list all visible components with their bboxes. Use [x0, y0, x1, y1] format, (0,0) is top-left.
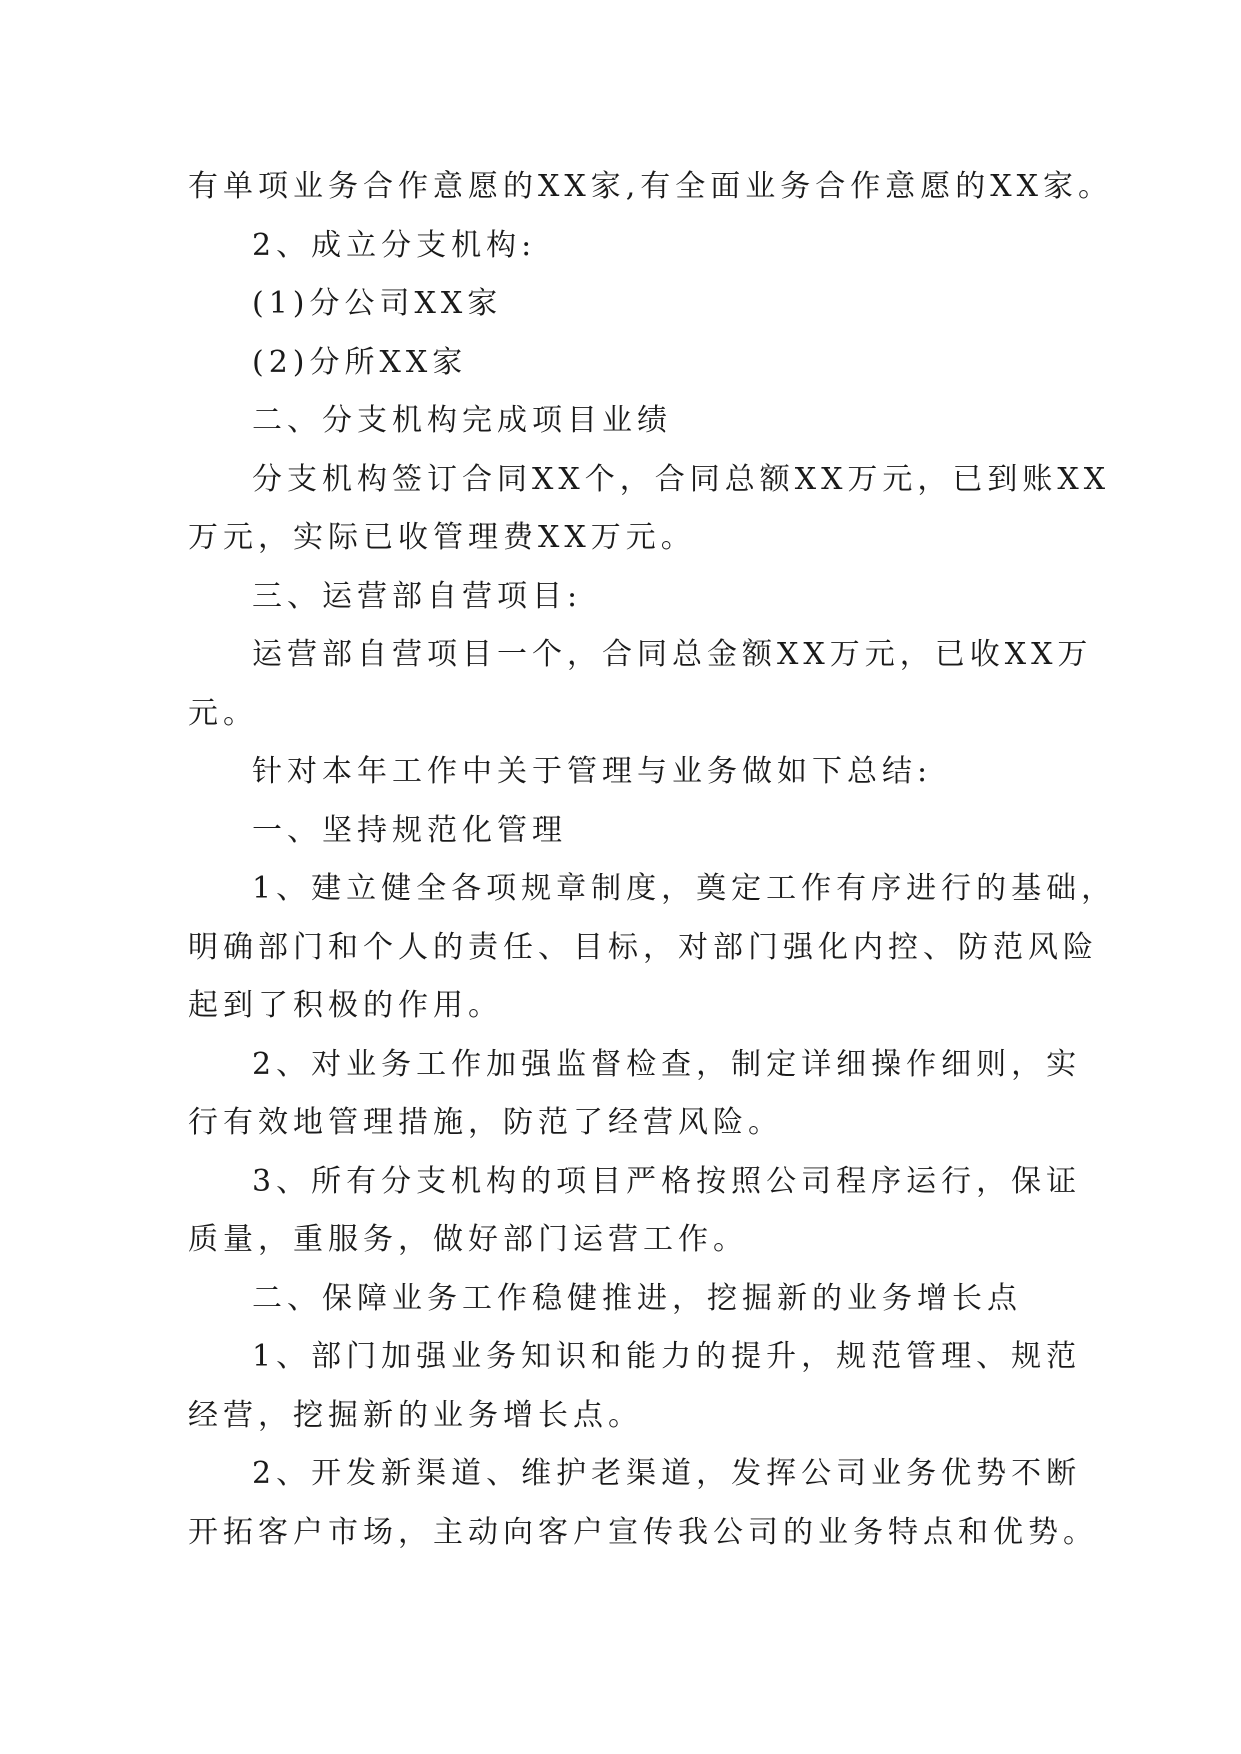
text-line: 2、开发新渠道、维护老渠道，发挥公司业务优势不断: [252, 1456, 1082, 1491]
text-line: 3、所有分支机构的项目严格按照公司程序运行，保证: [252, 1163, 1082, 1199]
section-heading: 一、坚持规范化管理: [252, 812, 567, 848]
section-heading: 二、保障业务工作稳健推进，挖掘新的业务增长点: [252, 1280, 1022, 1316]
text-line: 行有效地管理措施，防范了经营风险。: [188, 1105, 783, 1140]
text-line: 1、部门加强业务知识和能力的提升，规范管理、规范: [252, 1339, 1082, 1374]
text-line: (1)分公司XX家: [252, 286, 503, 321]
text-line: 分支机构签订合同XX个，合同总额XX万元，已到账XX: [252, 461, 1111, 497]
text-line: 运营部自营项目一个，合同总金额XX万元，已收XX万: [252, 637, 1093, 672]
text-line: (2)分所XX家: [252, 344, 468, 380]
text-line: 有单项业务合作意愿的XX家,有全面业务合作意愿的XX家。: [188, 169, 1113, 204]
text-line: 万元，实际已收管理费XX万元。: [188, 520, 696, 555]
text-line: 质量，重服务，做好部门运营工作。: [188, 1222, 748, 1257]
text-line: 针对本年工作中关于管理与业务做如下总结:: [252, 754, 933, 789]
text-line: 1、建立健全各项规章制度，奠定工作有序进行的基础，: [252, 871, 1117, 906]
section-heading: 三、运营部自营项目:: [252, 578, 583, 614]
text-line: 2、成立分支机构:: [252, 227, 537, 263]
document-body: [188, 158, 1117, 1562]
text-line: 2、对业务工作加强监督检查，制定详细操作细则，实: [252, 1046, 1082, 1082]
text-line: 元。: [188, 695, 258, 731]
text-line: 起到了积极的作用。: [188, 988, 503, 1023]
section-heading: 二、分支机构完成项目业绩: [252, 403, 672, 438]
text-line: 经营，挖掘新的业务增长点。: [188, 1397, 643, 1433]
text-line: 开拓客户市场，主动向客户宣传我公司的业务特点和优势。: [188, 1514, 1098, 1550]
text-line: 明确部门和个人的责任、目标，对部门强化内控、防范风险: [188, 929, 1098, 965]
